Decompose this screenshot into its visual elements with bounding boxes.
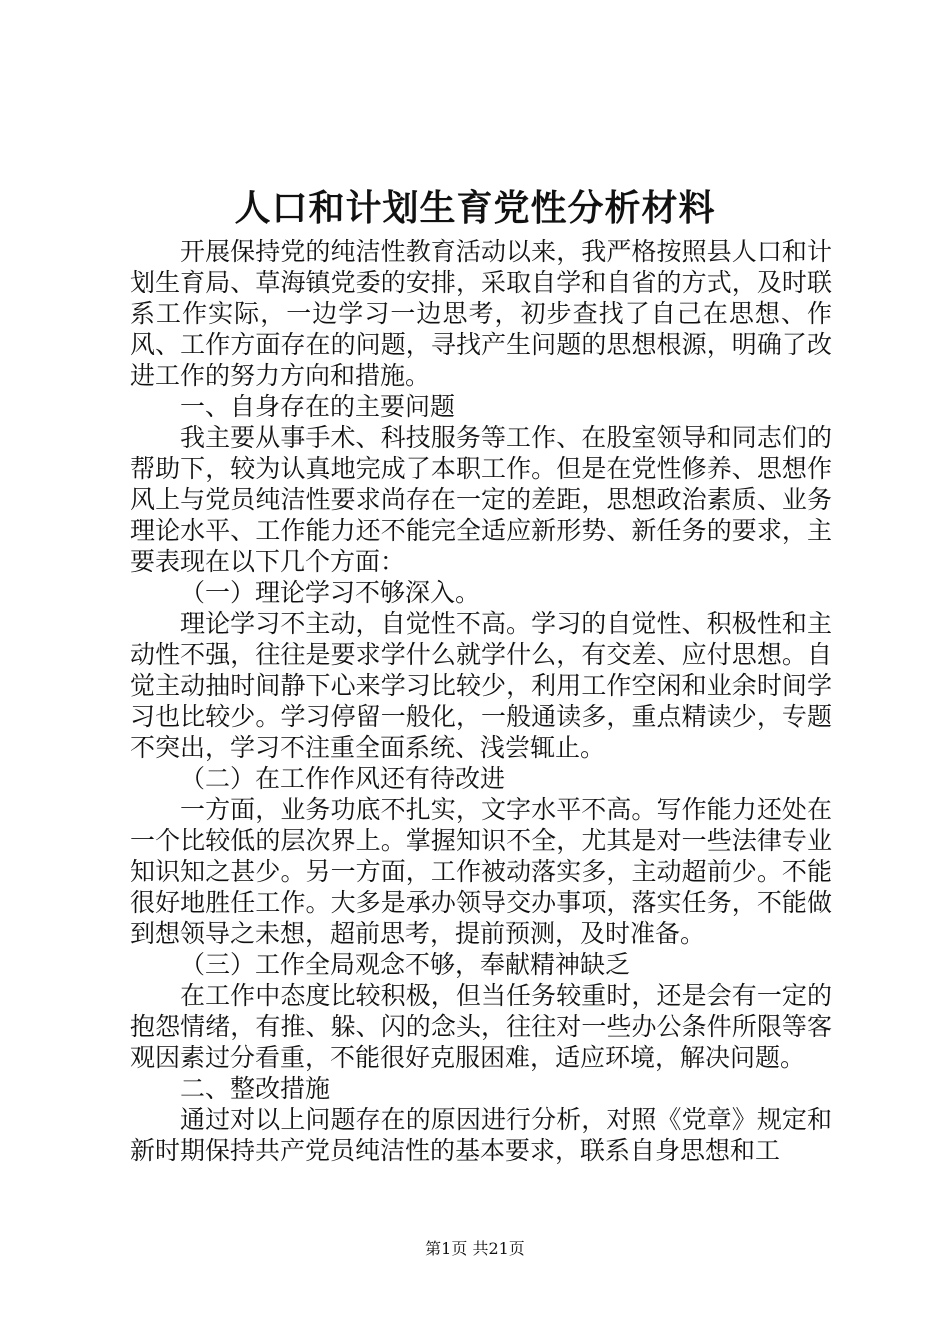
document-body — [130, 236, 832, 1166]
paragraph-subsection-2: 一方面，业务功底不扎实，文字水平不高。写作能力还处在一个比较低的层次界上。掌握知识不全，尤其是对一些法律专业知识知之甚少。另一方面，工作被动落实多，主动超前少。不能很好地胜任工作。大多是承办领导交办事项，落实任务，不能做到想领导之未想，超前思考，提前预测，及时准备。 — [130, 795, 832, 948]
paragraph-subsection-1: 理论学习不主动，自觉性不高。学习的自觉性、积极性和主动性不强，往往是要求学什么就学什么，有交差、应付思想。自觉主动抽时间静下心来学习比较少，利用工作空闲和业余时间学习也比较少。学习停留一般化，一般通读多，重点精读少，专题不突出，学习不注重全面系统、浅尝辄止。 — [130, 609, 832, 762]
document-title: 人口和计划生育党性分析材料 — [234, 187, 716, 229]
page-footer: 第1页 共21页 — [425, 1239, 525, 1258]
paragraph-intro: 开展保持党的纯洁性教育活动以来，我严格按照县人口和计划生育局、草海镇党委的安排，采取自学和自省的方式，及时联系工作实际，一边学习一边思考，初步查找了自己在思想、作风、工作方面存在的问题，寻找产生问题的思想根源，明确了改进工作的努力方向和措施。 — [130, 237, 832, 390]
section-heading-2: 二、整改措施 — [180, 1074, 331, 1103]
section-heading-1: 一、自身存在的主要问题 — [180, 392, 456, 421]
subsection-heading-2: （二）在工作作风还有待改进 — [180, 764, 506, 793]
subsection-heading-1: （一）理论学习不够深入。 — [180, 578, 481, 607]
paragraph-section-2: 通过对以上问题存在的原因进行分析，对照《党章》规定和新时期保持共产党员纯洁性的基本要求，联系自身思想和工 — [130, 1105, 832, 1165]
paragraph-subsection-3: 在工作中态度比较积极，但当任务较重时，还是会有一定的抱怨情绪，有推、躲、闪的念头，往往对一些办公条件所限等客观因素过分看重，不能很好克服困难，适应环境，解决问题。 — [130, 981, 832, 1072]
subsection-heading-3: （三）工作全局观念不够，奉献精神缺乏 — [180, 950, 631, 979]
paragraph-section-1: 我主要从事手术、科技服务等工作、在股室领导和同志们的帮助下，较为认真地完成了本职工作。但是在党性修养、思想作风上与党员纯洁性要求尚存在一定的差距，思想政治素质、业务理论水平、工作能力还不能完全适应新形势、新任务的要求，主要表现在以下几个方面： — [130, 423, 832, 576]
